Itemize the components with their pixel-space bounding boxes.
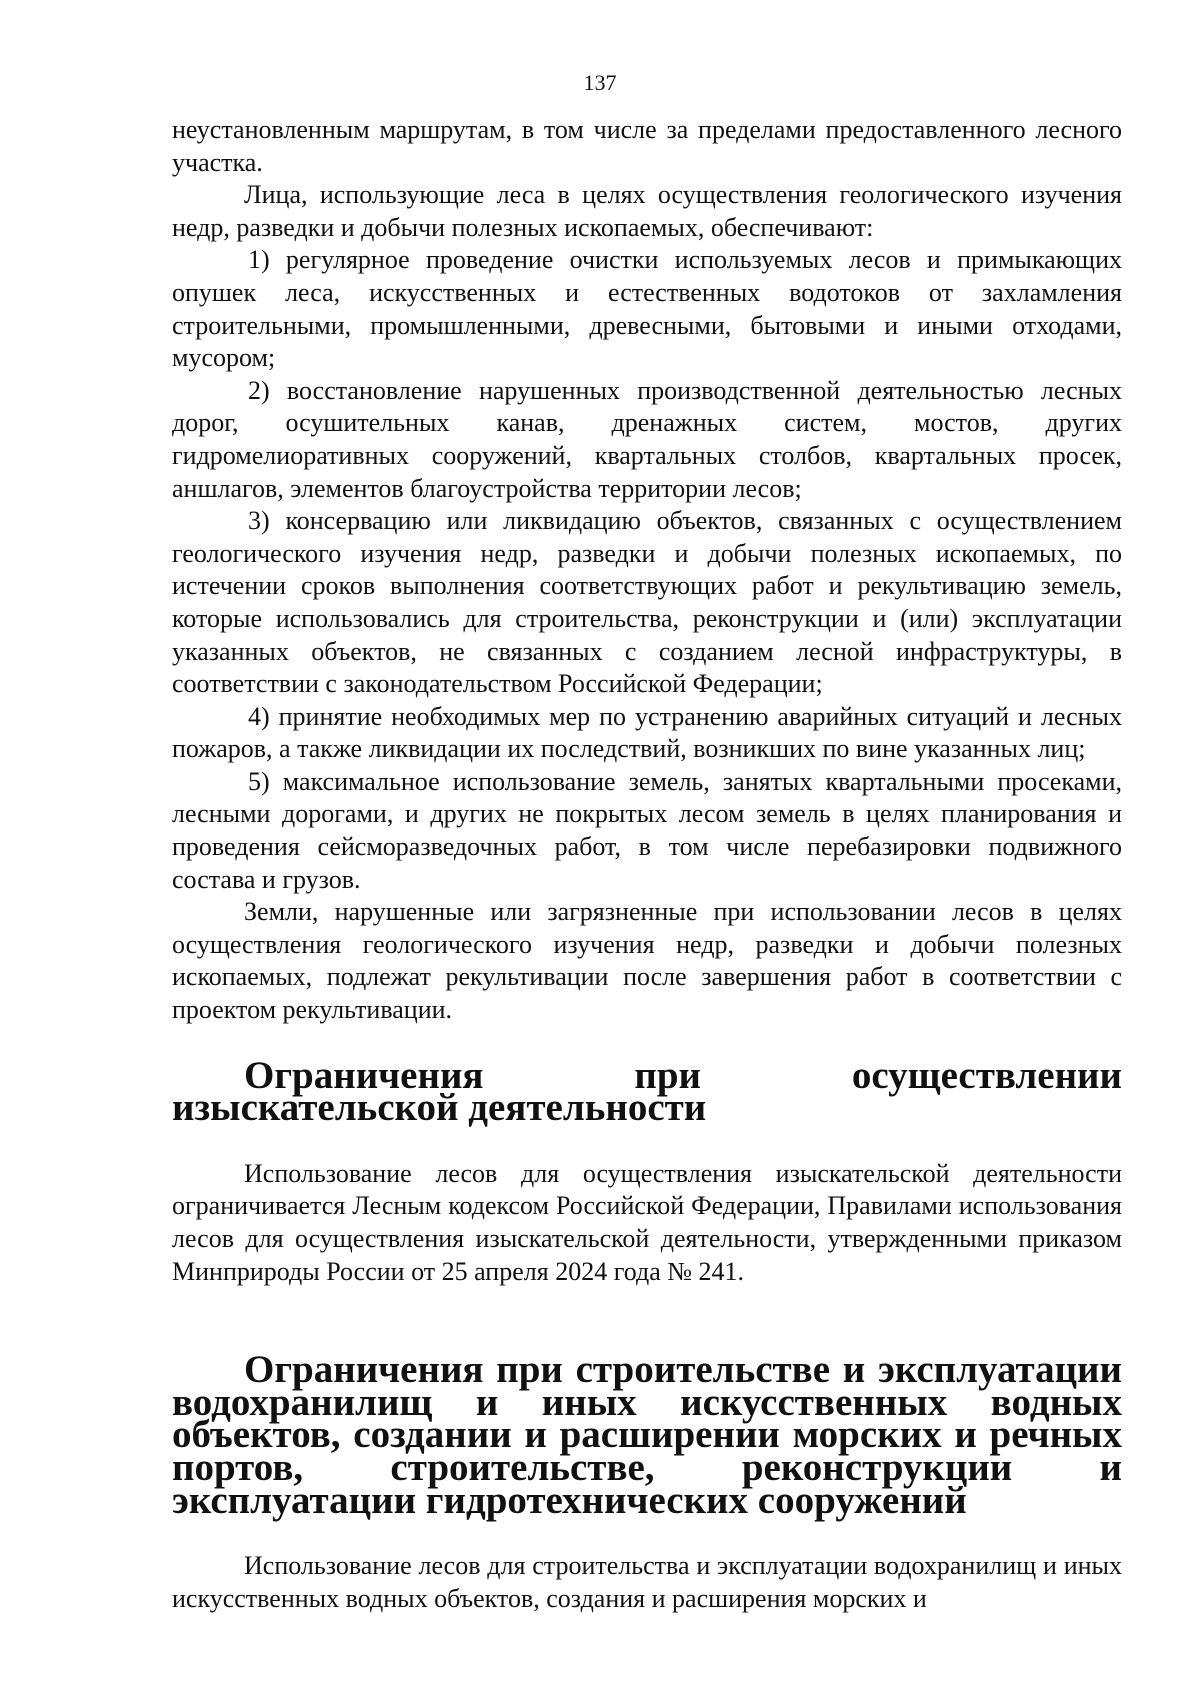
section-heading: Ограничения при осуществлении изыскательской деятельности [172,1053,1122,1130]
paragraph: Использование лесов для осуществления изыскательской деятельности ограничивается Лесным кодексом Российской Федерации, Правилами использования лесов для осуществления изыскательской деятельности, утвержденными приказом Минприроды России от 25 апреля 2024 года № 241. [172,1158,1122,1286]
page-number: 137 [583,70,617,95]
section-heading: Ограничения при строительстве и эксплуатации водохранилищ и иных искусственных водных объектов, создании и расширении морских и речных портов, строительстве, реконструкции и эксплуатации гидротехнических сооружений [172,1348,1122,1522]
list-item: 5) максимальное использование земель, занятых квартальными просеками, лесными дорогами, и других не покрытых лесом земель в целях планирования и проведения сейсморазведочных работ, в том числе перебазировки подвижного состава и грузов. [172,766,1122,894]
list-item: 2) восстановление нарушенных производственной деятельностью лесных дорог, осушительных канав, дренажных систем, мостов, других гидромелиоративных сооружений, квартальных столбов, квартальных просек, аншлагов, элементов благоустройства территории лесов; [172,375,1122,503]
paragraph: Земли, нарушенные или загрязненные при использовании лесов в целях осуществления геологического изучения недр, разведки и добычи полезных ископаемых, подлежат рекультивации после завершения работ в соответствии с проектом рекультивации. [172,897,1122,1025]
list-item: 3) консервацию или ликвидацию объектов, связанных с осуществлением геологического изучения недр, разведки и добычи полезных ископаемых, по истечении сроков выполнения соответствующих работ и рекультивацию земель, которые использовались для строительства, реконструкции и (или) эксплуатации указанных объектов, не связанных с созданием лесной инфраструктуры, в соответствии с законодательством Российской Федерации; [172,506,1122,699]
paragraph: Лица, использующие леса в целях осуществления геологического изучения недр, разведки и добычи полезных ископаемых, обеспечивают: [172,180,1122,242]
paragraph: Использование лесов для строительства и эксплуатации водохранилищ и иных искусственных водных объектов, создания и расширения морских и [172,1551,1122,1613]
document-body [172,114,1122,1615]
paragraph: неустановленным маршрутам, в том числе за пределами предоставленного лесного участка. [172,115,1122,177]
list-item: 4) принятие необходимых мер по устранению аварийных ситуаций и лесных пожаров, а также ликвидации их последствий, возникших по вине указанных лиц; [172,701,1122,764]
list-item: 1) регулярное проведение очистки используемых лесов и примыкающих опушек леса, искусственных и естественных водотоков от захламления строительными, промышленными, древесными, бытовыми и иными отходами, мусором; [172,245,1122,373]
